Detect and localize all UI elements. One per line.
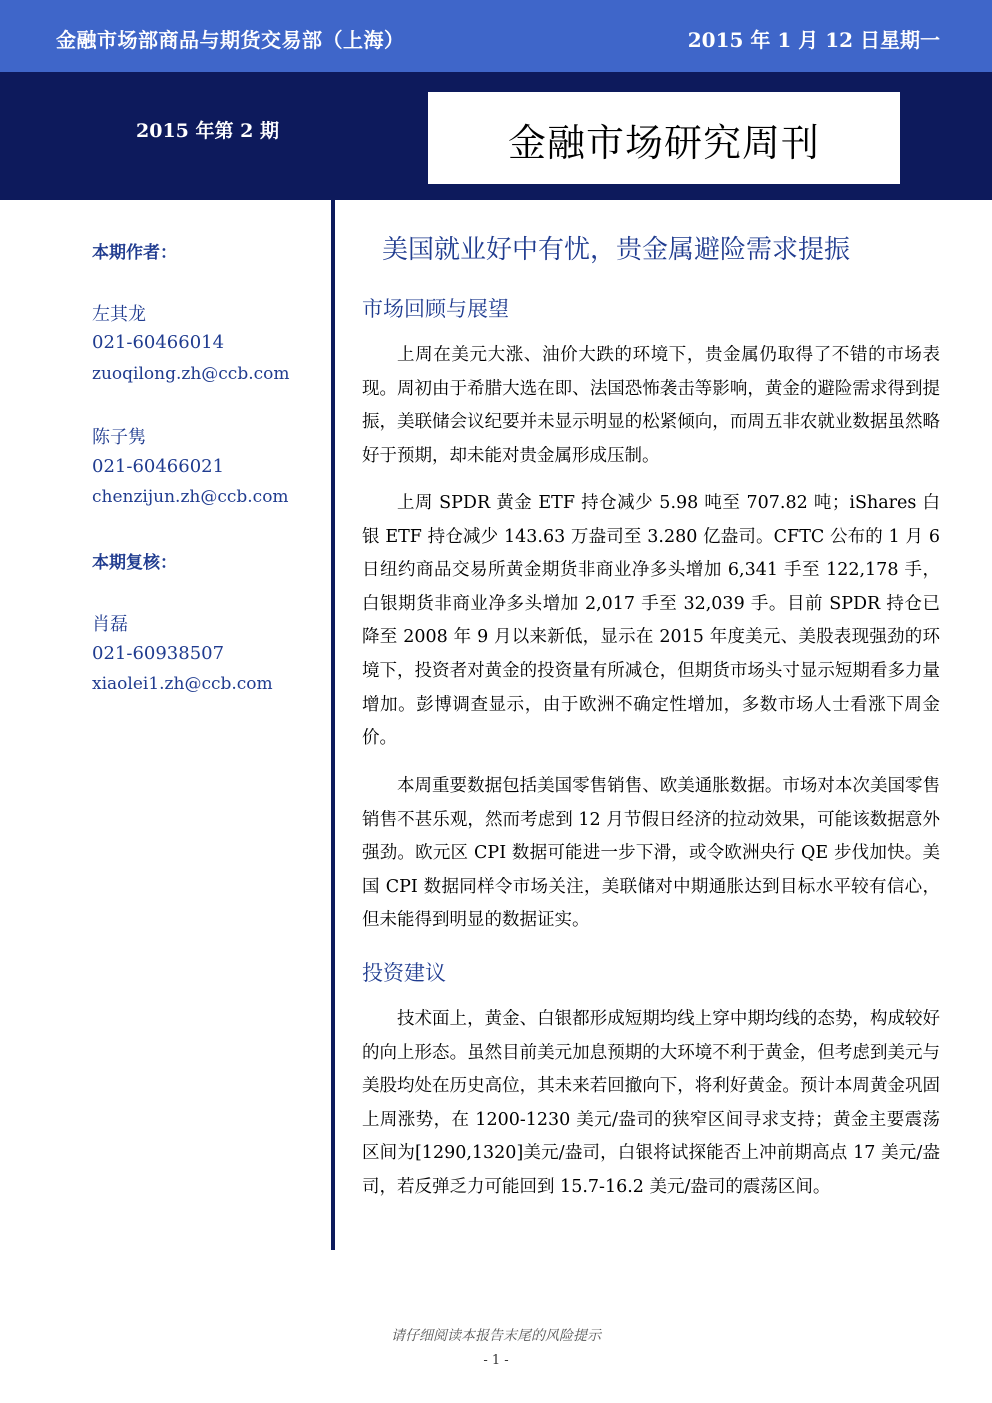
report-date: 2015 年 1 月 12 日星期一 [687,28,940,52]
author-email[interactable]: chenzijun.zh@ccb.com [92,487,289,507]
paragraph: 上周 SPDR 黄金 ETF 持仓减少 5.98 吨至 707.82 吨；iShares 白银 ETF 持仓减少 143.63 万盎司至 3.280 亿盎司。CFTC 公布的 1 月 6 日纽约商品交易所黄金期货非商业净多头增加 6,341 手至 122,178 手，白银期货非商业净多头增加 2,017 手至 32,039 手。目前 SPDR 持仓已降至 2008 年 9 月以来新低，显示在 2015 年度美元、美股表现强劲的环境下，投资者对黄金的投资量有所减仓，但期货市场头寸显示短期看多力量增加。彭博调查显示，由于欧洲不确定性增加，多数市场人士看涨下周金价。 [362,493,940,749]
publication-title-box [428,92,900,184]
article-title: 美国就业好中有忧，贵金属避险需求提振 [382,235,851,265]
author-name: 陈子隽 [92,427,146,448]
header-bar [0,0,992,72]
author-email[interactable]: zuoqilong.zh@ccb.com [92,364,290,384]
publication-title: 金融市场研究周刊 [507,121,820,165]
column-divider [331,200,335,1250]
paragraph: 上周在美元大涨、油价大跌的环境下，贵金属仍取得了不错的市场表现。周初由于希腊大选在即、法国恐怖袭击等影响，黄金的避险需求得到提振，美联储会议纪要并未显示明显的松紧倾向，而周五非农就业数据虽然略好于预期，却未能对贵金属形成压制。 [362,345,940,466]
paragraph: 技术面上，黄金、白银都形成短期均线上穿中期均线的态势，构成较好的向上形态。虽然目前美元加息预期的大环境不利于黄金，但考虑到美元与美股均处在历史高位，其未来若回撤向下，将利好黄金。预计本周黄金巩固上周涨势，在 1200-1230 美元/盎司的狭窄区间寻求支持；黄金主要震荡区间为[1290,1320]美元/盎司，白银将试探能否上冲前期高点 17 美元/盎司，若反弹乏力可能回到 15.7-16.2 美元/盎司的震荡区间。 [362,1009,940,1197]
reviewer-heading: 本期复核： [92,553,177,573]
author-name: 左其龙 [92,304,146,325]
authors-heading: 本期作者： [92,243,177,263]
department-name: 金融市场部商品与期货交易部（上海） [56,28,405,52]
author-phone: 021-60466021 [92,456,225,477]
paragraph: 本周重要数据包括美国零售销售、欧美通胀数据。市场对本次美国零售销售不甚乐观，然而考虑到 12 月节假日经济的拉动效果，可能该数据意外强劲。欧元区 CPI 数据可能进一步下滑，或令欧洲央行 QE 步伐加快。美国 CPI 数据同样令市场关注，美联储对中期通胀达到目标水平较有信心，但未能得到明显的数据证实。 [362,776,940,931]
reviewer-name: 肖磊 [92,614,128,635]
section-heading-market-review: 市场回顾与展望 [362,297,509,321]
section-heading-investment-advice: 投资建议 [362,961,446,985]
reviewer-email[interactable]: xiaolei1.zh@ccb.com [92,674,273,694]
issue-number: 2015 年第 2 期 [136,120,279,142]
author-phone: 021-60466014 [92,332,225,353]
risk-notice: 请仔细阅读本报告末尾的风险提示 [391,1328,601,1344]
page-number: - 1 - [483,1353,509,1368]
reviewer-phone: 021-60938507 [92,643,225,664]
